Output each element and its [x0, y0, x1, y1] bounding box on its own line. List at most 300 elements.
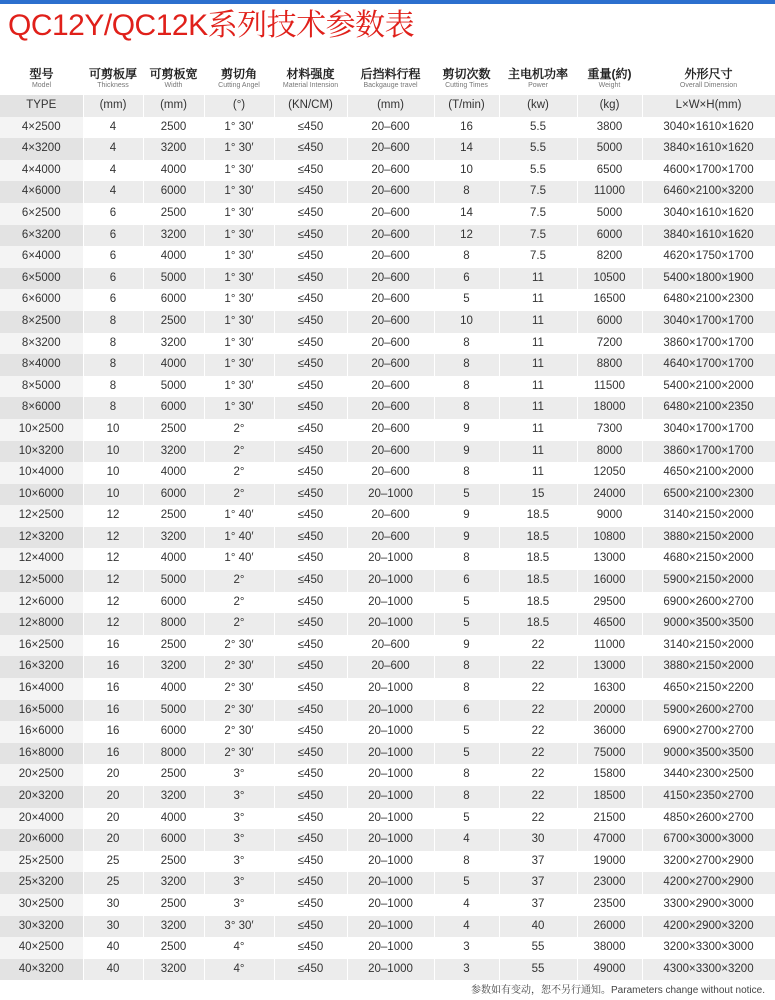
table-cell: 20–1000: [347, 721, 434, 743]
table-row: [0, 225, 775, 247]
table-cell: 3200: [143, 527, 204, 549]
table-body: [0, 95, 775, 980]
table-cell: 16000: [577, 570, 642, 592]
table-row: [0, 289, 775, 311]
table-cell: 1° 30′: [204, 397, 274, 419]
table-cell: ≤450: [274, 397, 347, 419]
table-cell: 13000: [577, 548, 642, 570]
model-cell: 40×3200: [0, 959, 83, 981]
table-cell: 4: [83, 160, 143, 182]
table-cell: 4200×2900×3200: [642, 916, 775, 938]
model-cell: 10×3200: [0, 441, 83, 463]
table-cell: 20–1000: [347, 570, 434, 592]
table-cell: 2500: [143, 635, 204, 657]
table-cell: 1° 30′: [204, 117, 274, 139]
column-header-zh: 型号: [29, 67, 54, 81]
table-cell: ≤450: [274, 505, 347, 527]
table-cell: 20–600: [347, 656, 434, 678]
table-cell: 3200: [143, 786, 204, 808]
table-cell: 2°: [204, 441, 274, 463]
table-cell: 7.5: [499, 181, 577, 203]
table-cell: 6000: [143, 592, 204, 614]
table-cell: 20–1000: [347, 613, 434, 635]
table-row: [0, 246, 775, 268]
table-row: [0, 441, 775, 463]
table-cell: ≤450: [274, 376, 347, 398]
table-cell: 5000: [143, 700, 204, 722]
table-row: [0, 808, 775, 830]
table-cell: 11000: [577, 181, 642, 203]
table-cell: 75000: [577, 743, 642, 765]
table-cell: 20–1000: [347, 959, 434, 981]
table-row: [0, 505, 775, 527]
table-cell: (°): [204, 95, 274, 117]
table-row: [0, 419, 775, 441]
table-row: [0, 894, 775, 916]
table-cell: 20–1000: [347, 894, 434, 916]
table-cell: 20–600: [347, 138, 434, 160]
table-cell: 8: [434, 333, 499, 355]
table-cell: 10: [83, 484, 143, 506]
table-cell: 3300×2900×3000: [642, 894, 775, 916]
table-cell: 5000: [143, 376, 204, 398]
table-cell: 22: [499, 764, 577, 786]
table-cell: 3200: [143, 872, 204, 894]
table-cell: 3200×2700×2900: [642, 851, 775, 873]
model-cell: 4×3200: [0, 138, 83, 160]
column-header: [274, 62, 347, 95]
table-cell: 3°: [204, 894, 274, 916]
table-cell: 3200: [143, 333, 204, 355]
table-cell: 37: [499, 894, 577, 916]
column-header: [204, 62, 274, 95]
table-header: [0, 62, 775, 95]
table-row: [0, 872, 775, 894]
table-cell: 2°: [204, 484, 274, 506]
table-cell: ≤450: [274, 570, 347, 592]
column-header: [642, 62, 775, 95]
table-cell: 20–600: [347, 117, 434, 139]
column-header-en: Thickness: [97, 82, 129, 89]
column-header: [577, 62, 642, 95]
table-cell: 40: [499, 916, 577, 938]
model-cell: 25×2500: [0, 851, 83, 873]
table-cell: 5000: [143, 268, 204, 290]
table-cell: 11: [499, 441, 577, 463]
column-header-zh: 外形尺寸: [684, 67, 733, 81]
table-cell: 20–600: [347, 462, 434, 484]
table-cell: 49000: [577, 959, 642, 981]
table-cell: 4300×3300×3200: [642, 959, 775, 981]
model-cell: 20×3200: [0, 786, 83, 808]
table-cell: (kw): [499, 95, 577, 117]
table-row: [0, 160, 775, 182]
table-cell: 4620×1750×1700: [642, 246, 775, 268]
table-cell: 5.5: [499, 117, 577, 139]
column-header: [83, 62, 143, 95]
table-cell: 1° 30′: [204, 138, 274, 160]
table-row: [0, 333, 775, 355]
table-cell: ≤450: [274, 678, 347, 700]
table-cell: 8000: [143, 613, 204, 635]
table-cell: 4000: [143, 354, 204, 376]
table-cell: 16300: [577, 678, 642, 700]
model-cell: 8×3200: [0, 333, 83, 355]
table-cell: 2500: [143, 505, 204, 527]
table-cell: 12: [83, 505, 143, 527]
column-header: [499, 62, 577, 95]
table-cell: 8: [83, 333, 143, 355]
table-cell: ≤450: [274, 959, 347, 981]
table-cell: 6900×2700×2700: [642, 721, 775, 743]
model-cell: 6×4000: [0, 246, 83, 268]
model-cell: 16×6000: [0, 721, 83, 743]
table-cell: 4: [83, 138, 143, 160]
table-row: [0, 570, 775, 592]
table-cell: ≤450: [274, 138, 347, 160]
table-cell: 5: [434, 484, 499, 506]
model-cell: 40×2500: [0, 937, 83, 959]
model-cell: 8×2500: [0, 311, 83, 333]
table-cell: 8200: [577, 246, 642, 268]
table-cell: 18500: [577, 786, 642, 808]
table-row: [0, 764, 775, 786]
table-cell: 5000: [577, 138, 642, 160]
table-cell: 20000: [577, 700, 642, 722]
table-cell: (KN/CM): [274, 95, 347, 117]
table-cell: 20–1000: [347, 743, 434, 765]
table-row: [0, 181, 775, 203]
model-cell: 6×6000: [0, 289, 83, 311]
table-cell: 2500: [143, 937, 204, 959]
table-cell: 6: [434, 268, 499, 290]
table-cell: 12: [83, 570, 143, 592]
table-cell: 20: [83, 786, 143, 808]
table-cell: 18000: [577, 397, 642, 419]
table-cell: 4600×1700×1700: [642, 160, 775, 182]
table-cell: 20: [83, 764, 143, 786]
model-cell: 12×8000: [0, 613, 83, 635]
table-cell: 9: [434, 635, 499, 657]
table-cell: 22: [499, 700, 577, 722]
table-cell: 16: [434, 117, 499, 139]
table-row: [0, 635, 775, 657]
column-header-en: Model: [31, 82, 52, 89]
table-cell: ≤450: [274, 225, 347, 247]
table-cell: 4650×2100×2000: [642, 462, 775, 484]
table-cell: 20–600: [347, 376, 434, 398]
table-cell: 8: [434, 548, 499, 570]
table-cell: ≤450: [274, 268, 347, 290]
table-cell: 30: [83, 916, 143, 938]
column-header-zh: 剪切角: [220, 67, 257, 81]
table-cell: 2°: [204, 592, 274, 614]
table-cell: 6: [83, 246, 143, 268]
table-cell: ≤450: [274, 181, 347, 203]
table-cell: 4: [434, 916, 499, 938]
table-cell: 20–600: [347, 333, 434, 355]
table-cell: 5.5: [499, 138, 577, 160]
table-row: [0, 376, 775, 398]
table-cell: 22: [499, 743, 577, 765]
table-cell: 3140×2150×2000: [642, 505, 775, 527]
table-cell: 1° 30′: [204, 333, 274, 355]
table-cell: 6480×2100×2350: [642, 397, 775, 419]
table-cell: 20–1000: [347, 484, 434, 506]
table-row: [0, 851, 775, 873]
table-cell: 3°: [204, 872, 274, 894]
table-cell: 25: [83, 851, 143, 873]
table-cell: 20–600: [347, 441, 434, 463]
table-cell: 2° 30′: [204, 656, 274, 678]
model-cell: 16×2500: [0, 635, 83, 657]
model-cell: 12×3200: [0, 527, 83, 549]
table-cell: ≤450: [274, 419, 347, 441]
table-row: [0, 700, 775, 722]
table-cell: 55: [499, 937, 577, 959]
table-cell: 2° 30′: [204, 721, 274, 743]
model-cell: 16×5000: [0, 700, 83, 722]
table-cell: 37: [499, 851, 577, 873]
table-cell: 3440×2300×2500: [642, 764, 775, 786]
table-cell: 4°: [204, 959, 274, 981]
table-cell: 6: [434, 570, 499, 592]
table-cell: 8800: [577, 354, 642, 376]
table-cell: 10500: [577, 268, 642, 290]
table-cell: 1° 40′: [204, 527, 274, 549]
table-cell: 9: [434, 441, 499, 463]
table-row: [0, 592, 775, 614]
units-row: [0, 95, 775, 117]
table-cell: 6000: [143, 484, 204, 506]
table-cell: 3: [434, 937, 499, 959]
table-cell: L×W×H(mm): [642, 95, 775, 117]
table-cell: 20–600: [347, 160, 434, 182]
table-cell: ≤450: [274, 872, 347, 894]
table-row: [0, 743, 775, 765]
table-cell: 8: [434, 678, 499, 700]
table-cell: 9: [434, 527, 499, 549]
table-cell: 11: [499, 419, 577, 441]
table-cell: ≤450: [274, 937, 347, 959]
table-cell: 24000: [577, 484, 642, 506]
table-cell: 20–1000: [347, 678, 434, 700]
table-cell: 16500: [577, 289, 642, 311]
table-cell: 2500: [143, 764, 204, 786]
table-cell: (mm): [83, 95, 143, 117]
table-row: [0, 462, 775, 484]
table-cell: 8: [83, 311, 143, 333]
table-cell: 20–600: [347, 246, 434, 268]
column-header-en: Power: [528, 82, 548, 89]
table-cell: 20–1000: [347, 548, 434, 570]
table-cell: 20–600: [347, 225, 434, 247]
table-cell: 18.5: [499, 592, 577, 614]
table-cell: 2° 30′: [204, 700, 274, 722]
table-cell: ≤450: [274, 441, 347, 463]
table-cell: 3: [434, 959, 499, 981]
model-cell: 4×4000: [0, 160, 83, 182]
table-cell: 38000: [577, 937, 642, 959]
model-cell: 6×5000: [0, 268, 83, 290]
table-cell: 1° 30′: [204, 160, 274, 182]
table-cell: 20–1000: [347, 592, 434, 614]
table-cell: 3200×3300×3000: [642, 937, 775, 959]
table-cell: 2°: [204, 570, 274, 592]
table-cell: ≤450: [274, 160, 347, 182]
table-row: [0, 937, 775, 959]
table-cell: 2500: [143, 894, 204, 916]
table-cell: 22: [499, 721, 577, 743]
table-cell: 3200: [143, 656, 204, 678]
table-cell: 4640×1700×1700: [642, 354, 775, 376]
table-cell: ≤450: [274, 656, 347, 678]
table-cell: ≤450: [274, 786, 347, 808]
table-row: [0, 268, 775, 290]
table-cell: 1° 40′: [204, 505, 274, 527]
table-cell: 6460×2100×3200: [642, 181, 775, 203]
table-cell: ≤450: [274, 592, 347, 614]
model-cell: 10×4000: [0, 462, 83, 484]
table-cell: 2°: [204, 419, 274, 441]
table-cell: 12: [83, 527, 143, 549]
table-cell: 5000: [577, 203, 642, 225]
table-cell: 11: [499, 268, 577, 290]
table-cell: 3200: [143, 225, 204, 247]
table-row: [0, 354, 775, 376]
table-cell: 4150×2350×2700: [642, 786, 775, 808]
table-cell: 20–600: [347, 354, 434, 376]
table-row: [0, 678, 775, 700]
column-header-en: Material Intension: [282, 82, 339, 89]
table-cell: 7200: [577, 333, 642, 355]
table-cell: 22: [499, 656, 577, 678]
column-header: [434, 62, 499, 95]
table-cell: 6000: [143, 181, 204, 203]
table-row: [0, 117, 775, 139]
table-cell: 12: [83, 548, 143, 570]
table-row: [0, 656, 775, 678]
table-cell: ≤450: [274, 743, 347, 765]
table-cell: 2500: [143, 419, 204, 441]
model-cell: 20×2500: [0, 764, 83, 786]
table-cell: 8: [434, 786, 499, 808]
table-cell: 8: [83, 354, 143, 376]
table-cell: ≤450: [274, 894, 347, 916]
table-row: [0, 613, 775, 635]
table-cell: 4: [83, 117, 143, 139]
table-cell: 18.5: [499, 613, 577, 635]
table-cell: 40: [83, 937, 143, 959]
table-cell: 20–1000: [347, 916, 434, 938]
table-cell: 4000: [143, 160, 204, 182]
table-cell: 2500: [143, 117, 204, 139]
model-cell: 20×4000: [0, 808, 83, 830]
table-row: [0, 527, 775, 549]
column-header-en: Cutting Times: [445, 82, 488, 89]
table-cell: 4680×2150×2000: [642, 548, 775, 570]
top-accent-bar: [0, 0, 775, 4]
table-cell: 5400×2100×2000: [642, 376, 775, 398]
table-cell: 19000: [577, 851, 642, 873]
table-cell: 3040×1610×1620: [642, 117, 775, 139]
table-cell: 3880×2150×2000: [642, 656, 775, 678]
table-cell: 37: [499, 872, 577, 894]
table-cell: 8000: [143, 743, 204, 765]
table-cell: 7.5: [499, 246, 577, 268]
table-cell: 5000: [143, 570, 204, 592]
table-cell: 22: [499, 635, 577, 657]
table-cell: 6: [83, 203, 143, 225]
table-cell: 6: [83, 268, 143, 290]
table-cell: 4000: [143, 808, 204, 830]
column-header-en: Backgauge travel: [363, 82, 418, 89]
table-cell: 4000: [143, 462, 204, 484]
table-cell: 11: [499, 462, 577, 484]
table-cell: 12: [83, 613, 143, 635]
table-cell: 8: [434, 764, 499, 786]
table-cell: 8: [434, 397, 499, 419]
column-header-zh: 主电机功率: [507, 67, 568, 81]
table-cell: 20–1000: [347, 764, 434, 786]
table-cell: 1° 30′: [204, 289, 274, 311]
table-cell: 3°: [204, 851, 274, 873]
table-cell: 6000: [577, 225, 642, 247]
table-cell: ≤450: [274, 808, 347, 830]
table-cell: 3880×2150×2000: [642, 527, 775, 549]
column-header-zh: 后挡料行程: [360, 67, 421, 81]
table-cell: 11000: [577, 635, 642, 657]
table-cell: 10: [83, 419, 143, 441]
table-cell: 18.5: [499, 570, 577, 592]
table-cell: 11: [499, 397, 577, 419]
table-cell: 4: [434, 894, 499, 916]
table-cell: 6: [83, 289, 143, 311]
model-cell: 12×6000: [0, 592, 83, 614]
table-cell: 5: [434, 872, 499, 894]
column-header-en: Width: [164, 82, 183, 89]
table-cell: ≤450: [274, 203, 347, 225]
table-cell: 29500: [577, 592, 642, 614]
table-cell: 3040×1700×1700: [642, 419, 775, 441]
table-row: [0, 397, 775, 419]
column-header-en: Cutting Angel: [218, 82, 260, 89]
table-cell: (T/min): [434, 95, 499, 117]
table-cell: 15: [499, 484, 577, 506]
table-cell: 13000: [577, 656, 642, 678]
table-cell: ≤450: [274, 916, 347, 938]
table-cell: 11: [499, 289, 577, 311]
table-cell: 9000×3500×3500: [642, 613, 775, 635]
table-cell: 7.5: [499, 225, 577, 247]
table-cell: ≤450: [274, 484, 347, 506]
table-cell: 3200: [143, 916, 204, 938]
table-cell: 20–1000: [347, 829, 434, 851]
table-cell: 2500: [143, 311, 204, 333]
table-cell: 16: [83, 700, 143, 722]
table-cell: ≤450: [274, 462, 347, 484]
table-cell: 16: [83, 678, 143, 700]
model-cell: 12×5000: [0, 570, 83, 592]
column-header: [0, 62, 83, 95]
table-cell: 3°: [204, 808, 274, 830]
table-cell: 26000: [577, 916, 642, 938]
model-cell: 10×6000: [0, 484, 83, 506]
column-header-zh: 可剪板厚: [88, 67, 137, 81]
table-cell: 5900×2150×2000: [642, 570, 775, 592]
table-cell: 3200: [143, 441, 204, 463]
model-cell: 20×6000: [0, 829, 83, 851]
